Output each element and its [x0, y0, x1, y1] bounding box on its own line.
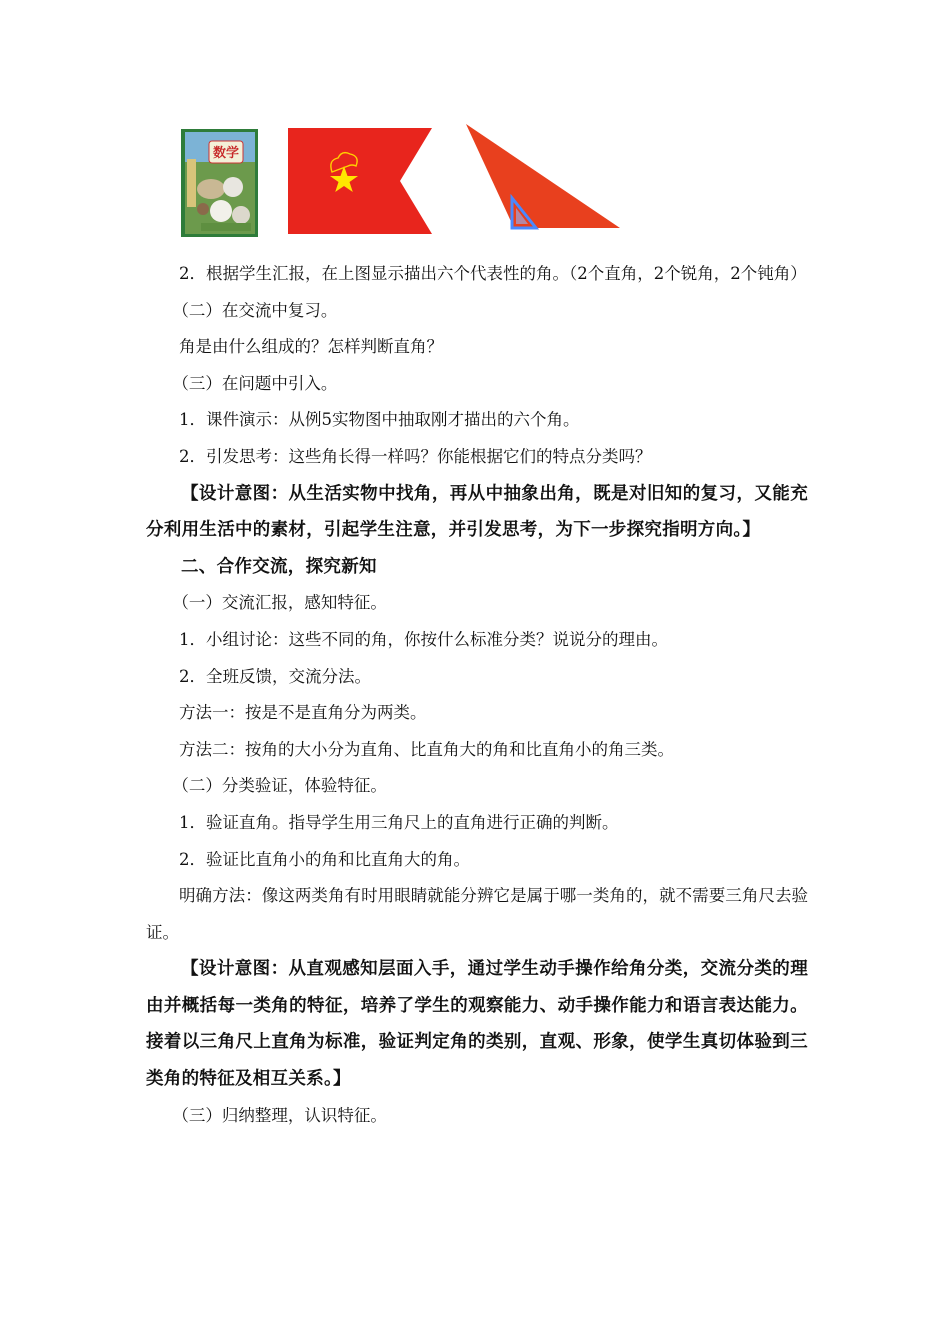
paragraph-clarify: 明确方法：像这两类角有时用眼睛就能分辨它是属于哪一类角的，就不需要三角尺去验证。 [146, 886, 808, 942]
paragraph-verify-right: 1．验证直角。指导学生用三角尺上的直角进行正确的判断。 [179, 812, 619, 832]
paragraph-discuss: 1．小组讨论：这些不同的角，你按什么标准分类？说说分的理由。 [179, 629, 668, 649]
heading-introduce: （三）在问题中引入。 [172, 373, 338, 393]
paragraph-verify-others: 2．验证比直角小的角和比直角大的角。 [179, 849, 470, 869]
design-intent-2: 【设计意图：从直观感知层面入手，通过学生动手操作给角分类，交流分类的理由并概括每一类角的特征，培养了学生的观察能力、动手操作能力和语言表达能力。接着以三角尺上直角为标准，验证判定角的类别，直观、形象，使学生真切体验到三类角的特征及相互关系。】 [146, 959, 808, 1090]
paragraph-method-1: 方法一：按是不是直角分为两类。 [179, 703, 427, 723]
paragraph-question: 角是由什么组成的？怎样判断直角？ [179, 337, 443, 357]
paragraph-demo: 1．课件演示：从例5实物图中抽取刚才描出的六个角。 [179, 410, 580, 430]
paragraph-report: 2．根据学生汇报，在上图显示描出六个代表性的角。（2个直角，2个锐角，2个钝角） [179, 264, 807, 283]
figure-row [176, 124, 636, 242]
math-textbook-image [181, 129, 258, 237]
red-flag-image [288, 128, 432, 234]
lesson-text [146, 256, 808, 1134]
heading-summarize: （三）归纳整理，认识特征。 [172, 1105, 387, 1125]
section-heading-explore: 二、合作交流，探究新知 [181, 556, 377, 577]
heading-exchange: （一）交流汇报，感知特征。 [172, 593, 387, 613]
paragraph-method-2: 方法二：按角的大小分为直角、比直角大的角和比直角小的角三类。 [179, 739, 674, 759]
book-cover-title: 数学 [212, 146, 240, 161]
design-intent-1: 【设计意图：从生活实物中找角，再从中抽象出角，既是对旧知的复习，又能充分利用生活中的素材，引起学生注意，并引发思考，为下一步探究指明方向。】 [146, 483, 808, 541]
paragraph-feedback: 2．全班反馈，交流分法。 [179, 666, 371, 686]
paragraph-think: 2．引发思考：这些角长得一样吗？你能根据它们的特点分类吗？ [179, 446, 652, 466]
triangle-ruler-image [464, 124, 624, 234]
heading-review: （二）在交流中复习。 [172, 300, 338, 320]
heading-verify: （二）分类验证，体验特征。 [172, 776, 387, 796]
